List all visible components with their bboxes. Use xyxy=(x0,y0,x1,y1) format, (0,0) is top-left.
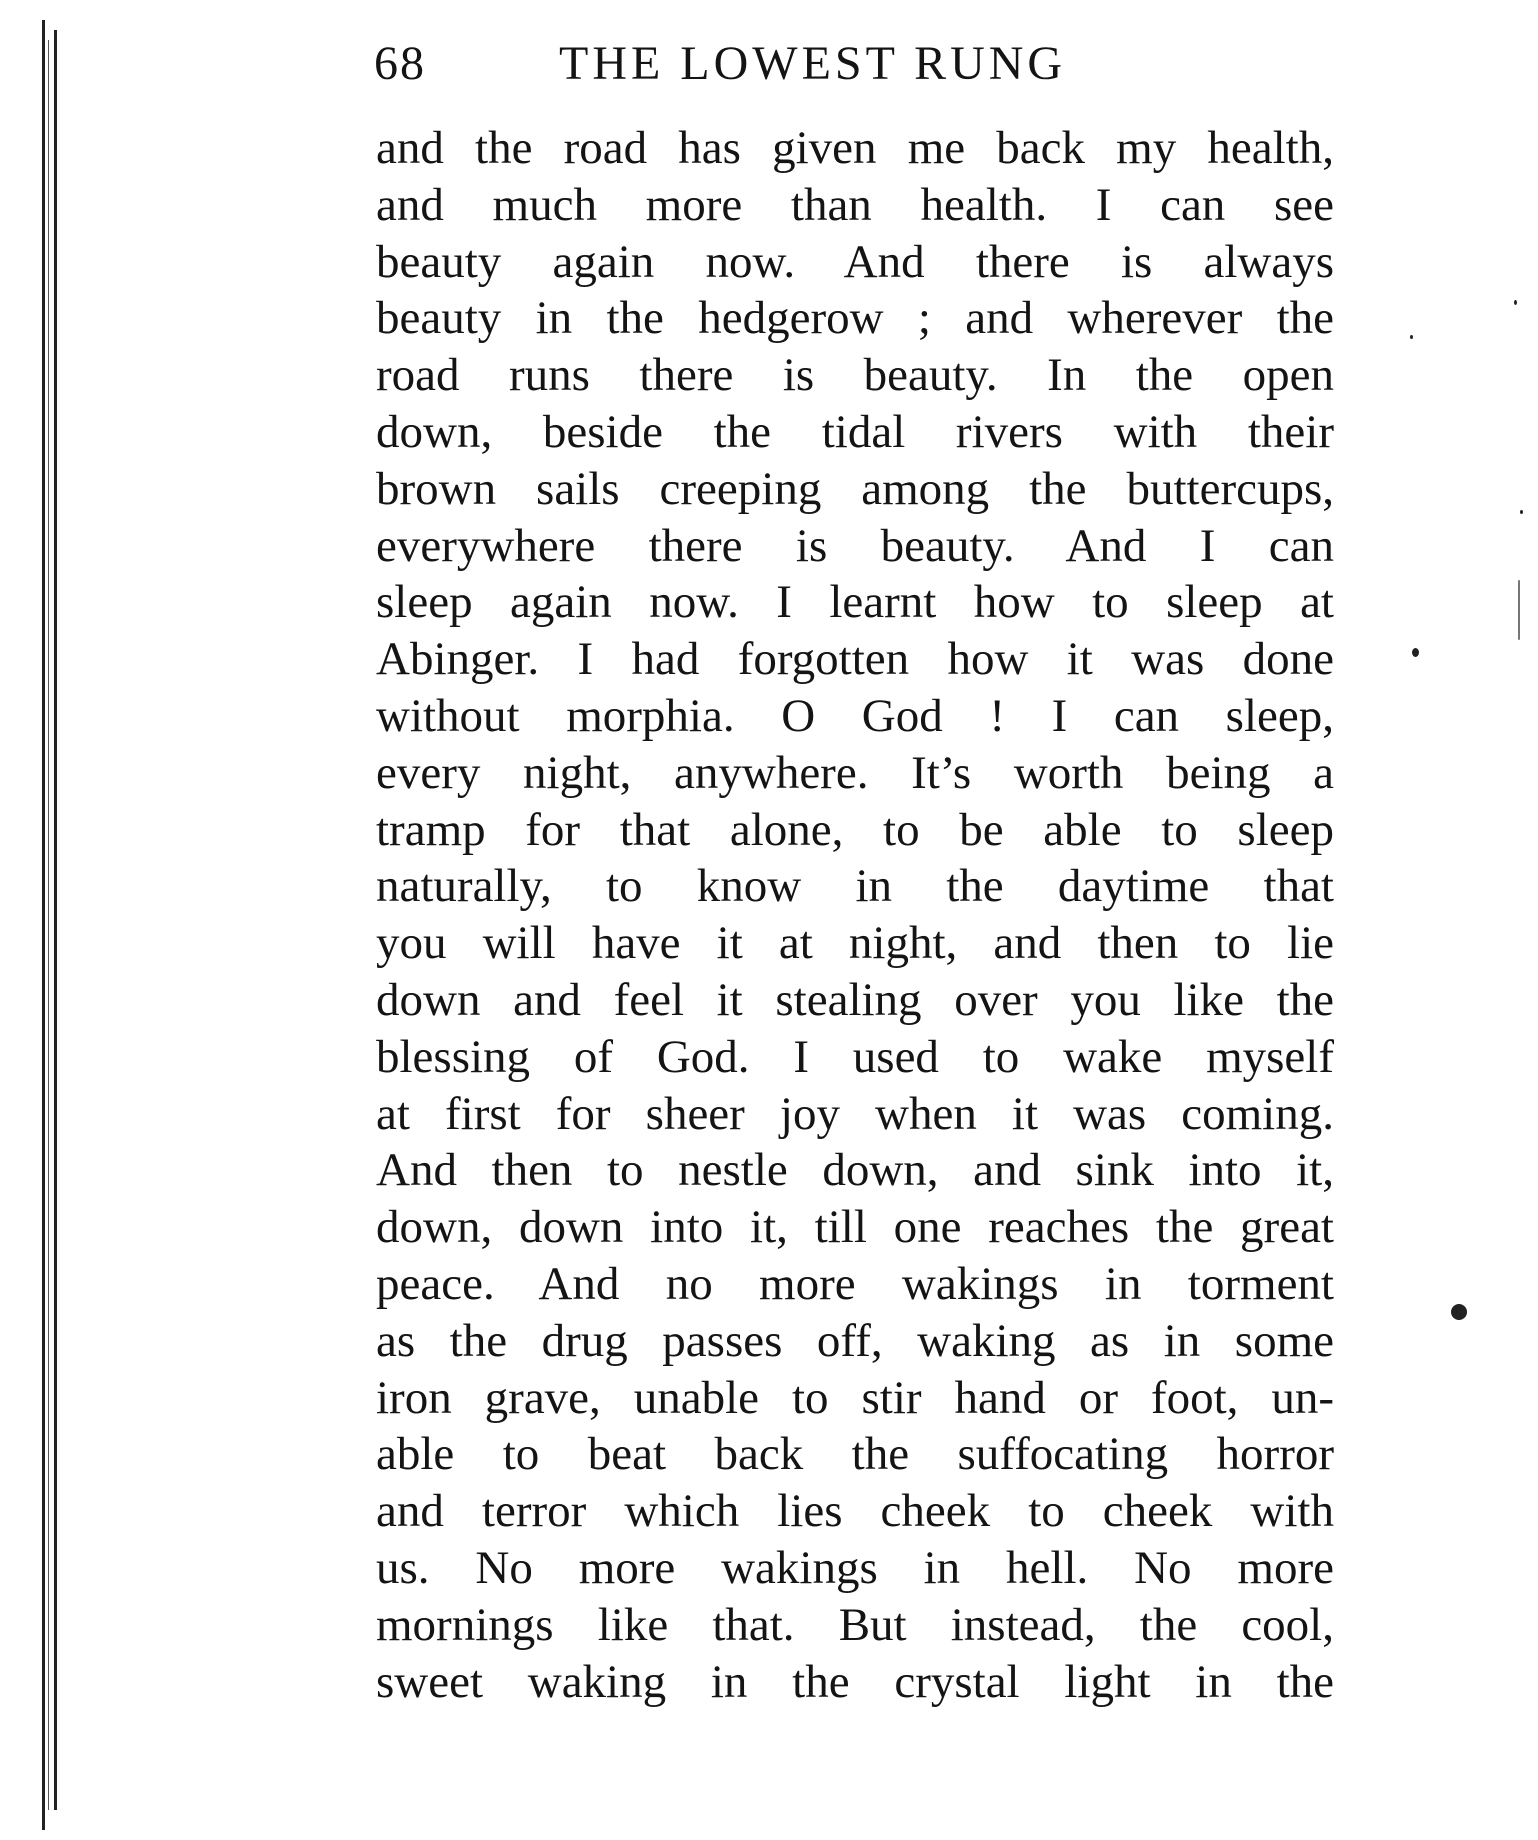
scan-speck xyxy=(1520,510,1523,514)
text-line: mornings like that. But instead, the cool, xyxy=(376,1598,1334,1651)
text-line: and much more than health. I can see xyxy=(376,178,1334,231)
text-line: brown sails creeping among the buttercups, xyxy=(376,462,1334,515)
text-line: iron grave, unable to stir hand or foot, un- xyxy=(376,1371,1334,1424)
text-line: road runs there is beauty. In the open xyxy=(376,349,1334,402)
text-line: and the road has given me back my health, xyxy=(376,122,1334,174)
text-line: down and feel it stealing over you like the xyxy=(376,973,1334,1026)
text-line: us. No more wakings in hell. No more xyxy=(376,1541,1334,1594)
binding-edge-line xyxy=(54,30,57,1810)
scan-speck xyxy=(1514,300,1517,305)
text-line: you will have it at night, and then to lie xyxy=(376,917,1334,970)
scan-speck xyxy=(1412,648,1419,657)
scan-speck xyxy=(1518,580,1520,640)
text-line: and terror which lies cheek to cheek with xyxy=(376,1485,1334,1538)
text-line: Abinger. I had forgotten how it was done xyxy=(376,633,1334,686)
binding-edge-line xyxy=(42,20,45,1830)
text-line: down, beside the tidal rivers with their xyxy=(376,405,1334,458)
text-line: at first for sheer joy when it was coming. xyxy=(376,1087,1334,1140)
text-line: tramp for that alone, to be able to sleep xyxy=(376,803,1334,856)
body-text xyxy=(376,120,1334,1710)
page-header xyxy=(374,36,1334,96)
text-line: peace. And no more wakings in torment xyxy=(376,1257,1334,1310)
text-line: blessing of God. I used to wake myself xyxy=(376,1030,1334,1083)
text-line: sweet waking in the crystal light in the xyxy=(376,1655,1334,1708)
text-line: without morphia. O God ! I can sleep, xyxy=(376,689,1334,742)
text-line: naturally, to know in the daytime that xyxy=(376,860,1334,913)
text-line: every night, anywhere. It’s worth being a xyxy=(376,746,1334,799)
text-line: beauty in the hedgerow ; and wherever the xyxy=(376,292,1334,345)
text-line: sleep again now. I learnt how to sleep at xyxy=(376,576,1334,629)
text-line: as the drug passes off, waking as in some xyxy=(376,1314,1334,1367)
text-line: everywhere there is beauty. And I can xyxy=(376,519,1334,572)
page-number: 68 xyxy=(374,37,426,90)
binding-edge-line xyxy=(48,40,49,1810)
text-line: down, down into it, till one reaches the great xyxy=(376,1201,1334,1254)
scan-speck xyxy=(1451,1304,1467,1320)
text-line: beauty again now. And there is always xyxy=(376,235,1334,288)
running-title: THE LOWEST RUNG xyxy=(559,37,1067,90)
text-line: able to beat back the suffocating horror xyxy=(376,1428,1334,1481)
scan-speck xyxy=(1410,335,1413,339)
text-line: And then to nestle down, and sink into it, xyxy=(376,1144,1334,1197)
